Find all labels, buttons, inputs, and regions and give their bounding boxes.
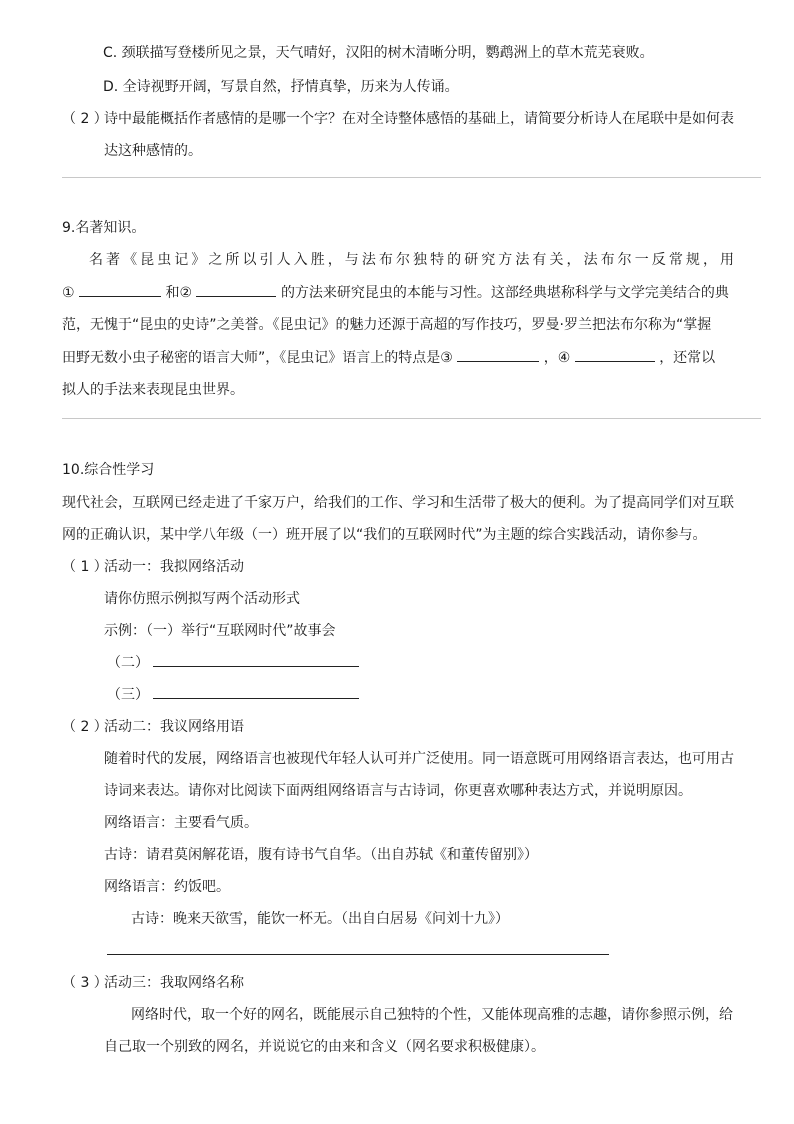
q9-line5: 拟人的手法来表现昆虫世界。 xyxy=(62,382,244,398)
sub-question-number: （ 1 ） xyxy=(62,559,108,575)
q10-intro-line2: 网的正确认识，某中学八年级（一）班开展了以“我们的互联网时代”为主题的综合实践活动，请你参与。 xyxy=(62,527,707,543)
ancient-poem-1: 古诗：请君莫闲解花语，腹有诗书气自华。（出自苏轼《和董传留别》） xyxy=(104,847,538,863)
net-language-2: 网络语言：约饭吧。 xyxy=(104,879,230,895)
answer-line-activity2[interactable] xyxy=(107,954,609,955)
q9-line2-rest: 的方法来研究昆虫的本能与习性。这部经典堪称科学与文学完美结合的典 xyxy=(280,285,729,301)
activity1-title: 活动一：我拟网络活动 xyxy=(104,559,244,575)
answer-blank-1[interactable] xyxy=(79,284,161,297)
option-d: D. 全诗视野开阔，写景自然，抒情真挚，历来为人传诵。 xyxy=(103,79,459,95)
blank-marker-1: ① xyxy=(62,285,75,301)
q9-line4-c: ，还常以 xyxy=(659,350,716,366)
q9-line1: 名著《昆虫记》之所以引人入胜，与法布尔独特的研究方法有关，法布尔一反常规，用 xyxy=(89,252,734,268)
section-divider xyxy=(62,177,761,178)
activity3-para1: 网络时代，取一个好的网名，既能展示自己独特的个性，又能体现高雅的志趣，请你参照示例，给 xyxy=(131,1007,733,1023)
activity3-para2: 自己取一个别致的网名，并说说它的由来和含义（网名要求积极健康）。 xyxy=(104,1039,545,1055)
ancient-poem-2: 古诗：晚来天欲雪，能饮一杯无。（出自白居易《问刘十九》） xyxy=(131,911,509,927)
section-divider xyxy=(62,418,761,419)
answer-blank-2[interactable] xyxy=(196,284,276,297)
sub-question-number: （ 2 ） xyxy=(62,719,108,735)
item-2-label: （二） xyxy=(107,655,149,671)
sub-question-number: （ 3 ） xyxy=(62,975,108,991)
q8-sub2-line1: 诗中最能概括作者感情的是哪一个字？在对全诗整体感悟的基础上，请简要分析诗人在尾联中是如何表 xyxy=(104,111,734,127)
answer-blank-3[interactable] xyxy=(457,349,539,362)
activity3-title: 活动三：我取网络名称 xyxy=(104,975,244,991)
net-language-1: 网络语言：主要看气质。 xyxy=(104,815,258,831)
q10-title: 10.综合性学习 xyxy=(62,462,155,478)
q9-line2 xyxy=(62,284,729,302)
item-3-label: （三） xyxy=(107,687,149,703)
q9-title: 9.名著知识。 xyxy=(62,220,146,236)
answer-blank-4[interactable] xyxy=(575,349,655,362)
q9-line4 xyxy=(62,349,715,367)
answer-line-item-3[interactable] xyxy=(153,686,359,699)
sub-question-number: （ 2 ） xyxy=(62,111,108,127)
q10-intro-line1: 现代社会，互联网已经走进了千家万户，给我们的工作、学习和生活带了极大的便利。为了提高同学们对互联 xyxy=(62,495,734,511)
blank-marker-2: 和② xyxy=(165,285,193,301)
activity1-item-3 xyxy=(107,686,359,704)
activity1-item-2 xyxy=(107,654,359,672)
q9-line4-b: ，④ xyxy=(543,350,571,366)
q9-line3: 范，无愧于“昆虫的史诗”之美誉。《昆虫记》的魅力还源于高超的写作技巧，罗曼·罗兰把法布尔称为“掌握 xyxy=(62,317,712,333)
activity2-title: 活动二：我议网络用语 xyxy=(104,719,244,735)
activity2-para1: 随着时代的发展，网络语言也被现代年轻人认可并广泛使用。同一语意既可用网络语言表达，也可用古 xyxy=(104,751,734,767)
activity1-prompt: 请你仿照示例拟写两个活动形式 xyxy=(104,591,300,607)
activity2-para2: 诗词来表达。请你对比阅读下面两组网络语言与古诗词，你更喜欢哪种表达方式，并说明原因。 xyxy=(104,783,692,799)
q8-sub2-line2: 达这种感情的。 xyxy=(104,143,202,159)
activity1-example: 示例：（一）举行“互联网时代”故事会 xyxy=(104,623,336,639)
q9-line4-a: 田野无数小虫子秘密的语言大师”，《昆虫记》语言上的特点是③ xyxy=(62,350,453,366)
option-c: C. 颈联描写登楼所见之景，天气晴好，汉阳的树木清晰分明，鹦鹉洲上的草木荒芜衰败。 xyxy=(103,45,654,61)
answer-line-item-2[interactable] xyxy=(153,654,359,667)
